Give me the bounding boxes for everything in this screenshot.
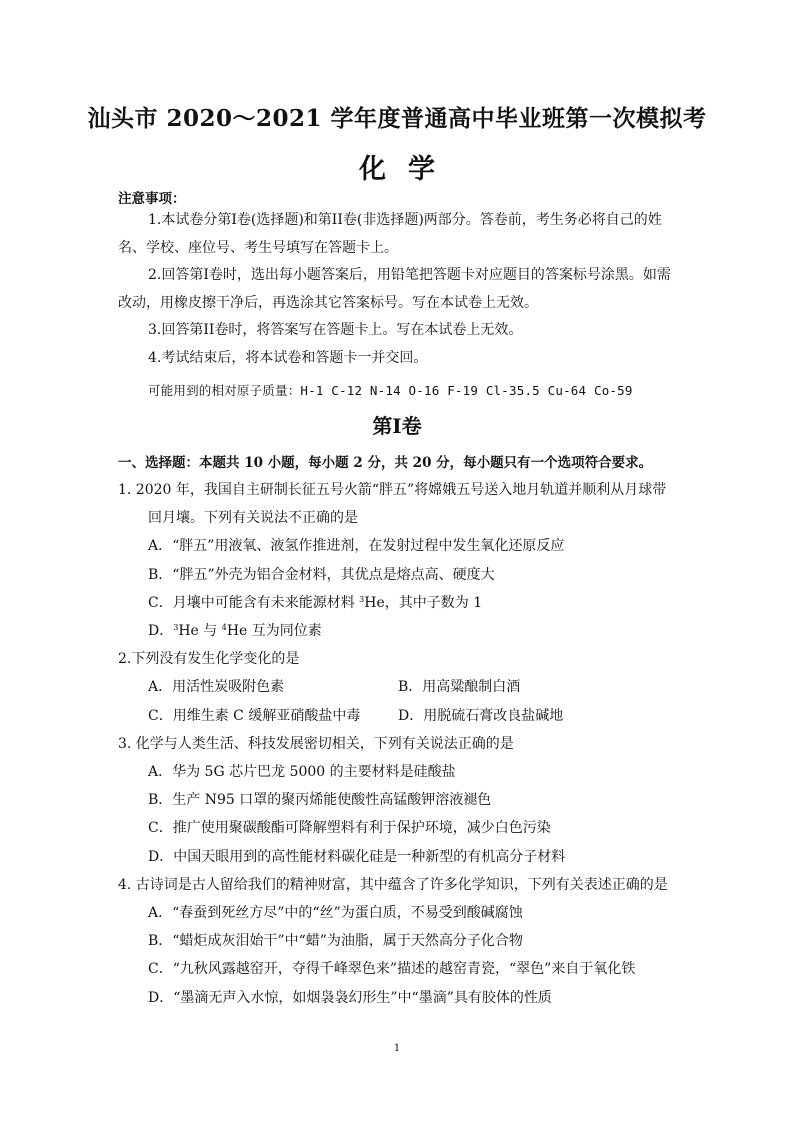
exam-title: 汕头市 2020～2021 学年度普通高中毕业班第一次模拟考 bbox=[87, 105, 707, 132]
mass-number-4: 4 bbox=[221, 623, 227, 633]
question-4-stem: 4. 古诗词是古人留给我们的精神财富，其中蕴含了许多化学知识，下列有关表述正确的是 bbox=[118, 876, 668, 893]
question-2-options-row-1 bbox=[118, 673, 688, 701]
notice-item-1-line-1: 1.本试卷分第I卷(选择题)和第II卷(非选择题)两部分。答卷前，考生务必将自己的姓 bbox=[148, 212, 662, 228]
question-4-option-b: B．“蜡炬成灰泪始干”中“蜡”为油脂，属于天然高分子化合物 bbox=[148, 933, 523, 950]
notice-item-3: 3.回答第II卷时，将答案写在答题卡上。写在本试卷上无效。 bbox=[148, 322, 523, 338]
question-4-option-a: A．“春蚕到死丝方尽”中的“丝”为蛋白质，不易受到酸碱腐蚀 bbox=[148, 905, 523, 922]
question-2-options-row-2 bbox=[118, 702, 688, 730]
notice-item-2-line-2: 改动，用橡皮擦干净后，再选涂其它答案标号。写在本试卷上无效。 bbox=[118, 294, 538, 311]
question-3-option-d: D．中国天眼用到的高性能材料碳化硅是一种新型的有机高分子材料 bbox=[148, 848, 566, 865]
notice-item-1-line-2: 名、学校、座位号、考生号填写在答题卡上。 bbox=[118, 239, 398, 256]
part-heading: 一、选择题：本题共 10 小题，每小题 2 分，共 20 分，每小题只有一个选项符合要求。 bbox=[118, 455, 653, 471]
option-d-text-pre: D． bbox=[148, 623, 174, 640]
option-d-text-mid: He 与 bbox=[178, 623, 222, 640]
question-2-option-a: A．用活性炭吸附色素 bbox=[148, 679, 285, 696]
question-1-option-b: B．“胖五”外壳为铝合金材料，其优点是熔点高、硬度大 bbox=[148, 566, 495, 583]
question-1-stem: 1. 2020 年，我国自主研制长征五号火箭“胖五”将嫦娥五号送入地月轨道并顺利从月球带 bbox=[118, 482, 667, 498]
question-2-option-d: D．用脱硫石膏改良盐碱地 bbox=[398, 707, 564, 724]
question-3-stem: 3. 化学与人类生活、科技发展密切相关，下列有关说法正确的是 bbox=[118, 735, 514, 752]
mass-number-3: 3 bbox=[173, 623, 179, 633]
notice-list bbox=[118, 207, 678, 372]
question-1-option-c bbox=[118, 589, 688, 617]
question-1-option-a: A．“胖五”用液氧、液氢作推进剂，在发射过程中发生氧化还原反应 bbox=[148, 538, 565, 555]
question-3-option-c: C．推广使用聚碳酸酯可降解塑料有利于保护环境，减少白色污染 bbox=[148, 820, 551, 837]
question-1-option-d bbox=[118, 617, 688, 645]
question-3-option-b: B．生产 N95 口罩的聚丙烯能使酸性高锰酸钾溶液褪色 bbox=[148, 792, 492, 809]
question-4-option-c: C．“九秋风露越窑开，夺得千峰翠色来”描述的越窑青瓷，“翠色”来自于氧化铁 bbox=[148, 961, 636, 978]
option-d-text-post: He 互为同位素 bbox=[226, 623, 322, 640]
option-c-text-pre: C．月壤中可能含有未来能源材料 bbox=[148, 594, 360, 611]
question-4-option-d: D．“墨滴无声入水惊，如烟袅袅幻形生”中“墨滴”具有胶体的性质 bbox=[148, 989, 552, 1006]
option-c-text-post: He，其中子数为 1 bbox=[364, 594, 483, 611]
notice-heading: 注意事项： bbox=[118, 191, 186, 207]
atomic-masses: 可能用到的相对原子质量：H-1 C-12 N-14 O-16 F-19 Cl-35.5 Cu-64 Co-59 bbox=[148, 383, 633, 398]
question-1-stem-cont: 回月壤。下列有关说法不正确的是 bbox=[148, 510, 358, 527]
question-2-stem: 2.下列没有发生化学变化的是 bbox=[118, 651, 300, 668]
question-list bbox=[118, 476, 688, 1012]
question-3-option-a: A．华为 5G 芯片巴龙 5000 的主要材料是硅酸盐 bbox=[148, 764, 456, 781]
section-title: 第Ⅰ卷 bbox=[372, 414, 422, 438]
question-2-option-b: B．用高粱酿制白酒 bbox=[398, 679, 521, 696]
notice-item-4: 4.考试结束后，将本试卷和答题卡一并交回。 bbox=[148, 349, 428, 366]
question-2-option-c: C．用维生素 C 缓解亚硝酸盐中毒 bbox=[148, 707, 361, 724]
mass-number-3: 3 bbox=[359, 594, 365, 604]
notice-item-2-line-1: 2.回答第I卷时，选出每小题答案后，用铅笔把答题卡对应题目的答案标号涂黑。如需 bbox=[148, 267, 671, 283]
subject-title: 化学 bbox=[359, 154, 457, 185]
page-number: 1 bbox=[393, 1043, 401, 1054]
